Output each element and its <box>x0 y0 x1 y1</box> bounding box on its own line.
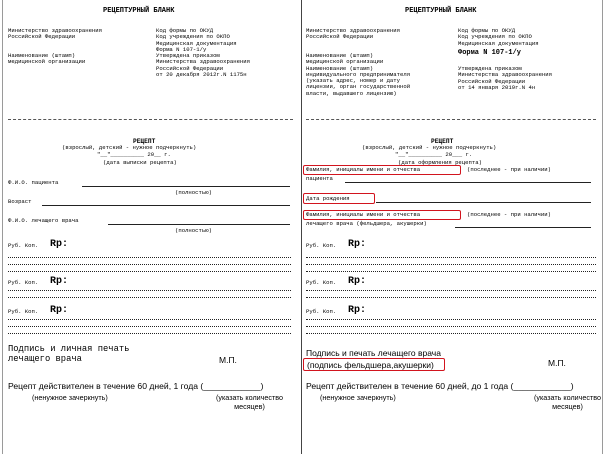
patient-name-caption: (полностью) <box>175 189 212 196</box>
header-separator <box>8 119 293 120</box>
doctor-name-label: Ф.И.О. лечащего врача <box>8 217 79 224</box>
rx-line[interactable] <box>306 326 596 327</box>
rx-line[interactable] <box>8 257 291 258</box>
form-codes: Код формы по ОКУД Код учреждения по ОКПО Медицинская документация <box>458 27 539 47</box>
recipe-title: РЕЦЕПТ <box>431 138 454 145</box>
rx-symbol: Rp: <box>50 305 69 316</box>
organization-label: Наименование (штамп) медицинской организации <box>8 52 86 66</box>
validity-note: Рецепт действителен в течение 60 дней, 1 года (____________) <box>8 381 264 391</box>
rx-prefix: Руб. Коп. <box>306 242 337 249</box>
stamp-place: М.П. <box>548 358 566 368</box>
paramedic-signature-label: (подпись фельдшера,акушерки) <box>307 360 434 370</box>
date-line: "__"__________ 20___ г. <box>395 151 473 158</box>
rx-line[interactable] <box>8 319 291 320</box>
validity-strike-caption: (ненужное зачеркнуть) <box>320 393 396 402</box>
rx-line[interactable] <box>8 326 291 327</box>
rx-symbol: Rp: <box>50 276 69 287</box>
doctor-name-field[interactable] <box>455 227 591 228</box>
patient-name-note: (последнее - при наличии) <box>467 166 551 173</box>
doctor-role: лечащего врача (фельдшера, акушерки) <box>306 220 427 227</box>
organization-label: Наименование (штамп) медицинской организации Наименование (штамп) индивидуального предпринимателя (указать адрес, номер и дату лицензии, орган государственной власти, выдавшего лицензию) <box>306 52 411 97</box>
ministry-label: Министерство здравоохранения Российской Федерации <box>8 27 102 41</box>
doctor-name-field[interactable] <box>108 224 290 225</box>
rx-line[interactable] <box>306 264 596 265</box>
column-divider <box>301 0 302 454</box>
age-field[interactable] <box>42 205 290 206</box>
rx-line[interactable] <box>306 271 596 272</box>
date-line: "__"__________ 20__ г. <box>97 151 171 158</box>
ministry-label: Министерство здравоохранения Российской Федерации <box>306 27 400 41</box>
doctor-name-note: (последнее - при наличии) <box>467 211 551 218</box>
rx-symbol: Rp: <box>348 305 367 316</box>
validity-note: Рецепт действителен в течение 60 дней, до 1 года (____________) <box>306 381 574 391</box>
validity-strike-caption: (ненужное зачеркнуть) <box>32 393 108 402</box>
patient-name-label: Ф.И.О. пациента <box>8 179 59 186</box>
form-codes: Код формы по ОКУД Код учреждения по ОКПО Медицинская документация Форма N 107-1/у Утверждена приказом Министерства здравоохранения Российской Федерации от 20 декабря 2012г.N 1175н <box>156 27 250 79</box>
rx-line[interactable] <box>306 257 596 258</box>
rx-line[interactable] <box>306 290 596 291</box>
patient-name-label: Фамилия, инициалы имени и отчества <box>306 166 421 173</box>
form-title: РЕЦЕПТУРНЫЙ БЛАНК <box>103 7 175 15</box>
rx-line[interactable] <box>8 297 291 298</box>
rx-symbol: Rp: <box>348 239 367 250</box>
form-approval: Утверждена приказом Министерства здравоохранения Российской Федерации от 14 января 2019г.N 4н <box>458 65 552 91</box>
validity-months-caption: (указать количество месяцев) <box>534 393 602 411</box>
rx-line[interactable] <box>8 264 291 265</box>
header-separator <box>306 119 596 120</box>
date-caption: (дата выписки рецепта) <box>103 159 177 166</box>
rx-prefix: Руб. Коп. <box>306 279 337 286</box>
rx-line[interactable] <box>8 333 291 334</box>
rx-line[interactable] <box>8 271 291 272</box>
rx-prefix: Руб. Коп. <box>306 308 337 315</box>
validity-months-caption: (указать количество месяцев) <box>216 393 284 411</box>
rx-prefix: Руб. Коп. <box>8 308 39 315</box>
age-label: Возраст <box>8 198 32 205</box>
form-title: РЕЦЕПТУРНЫЙ БЛАНК <box>405 7 477 15</box>
recipe-type: (взрослый, детский - нужное подчеркнуть) <box>362 144 497 151</box>
signature-label: Подпись и печать лечащего врача <box>306 348 441 358</box>
left-page-border <box>2 0 3 454</box>
rx-line[interactable] <box>306 319 596 320</box>
rx-line[interactable] <box>306 333 596 334</box>
patient-name-field[interactable] <box>345 182 591 183</box>
form-number: Форма N 107-1/у <box>458 49 522 57</box>
birth-date-field[interactable] <box>376 202 591 203</box>
rx-symbol: Rp: <box>50 239 69 250</box>
rx-line[interactable] <box>306 297 596 298</box>
stamp-place: М.П. <box>219 355 237 365</box>
birth-date-label: Дата рождения <box>306 195 350 202</box>
patient-name-field[interactable] <box>82 186 290 187</box>
doctor-name-label: Фамилия, инициалы имени и отчества <box>306 211 421 218</box>
rx-symbol: Rp: <box>348 276 367 287</box>
rx-line[interactable] <box>8 290 291 291</box>
recipe-title: РЕЦЕПТ <box>133 138 156 145</box>
rx-prefix: Руб. Коп. <box>8 242 39 249</box>
signature-label: Подпись и личная печать лечащего врача <box>8 344 130 364</box>
recipe-type: (взрослый, детский - нужное подчеркнуть) <box>62 144 197 151</box>
rx-prefix: Руб. Коп. <box>8 279 39 286</box>
doctor-name-caption: (полностью) <box>175 227 212 234</box>
date-caption: (дата оформления рецепта) <box>398 159 482 166</box>
patient-word: пациента <box>306 175 333 182</box>
right-page-border <box>602 0 603 454</box>
